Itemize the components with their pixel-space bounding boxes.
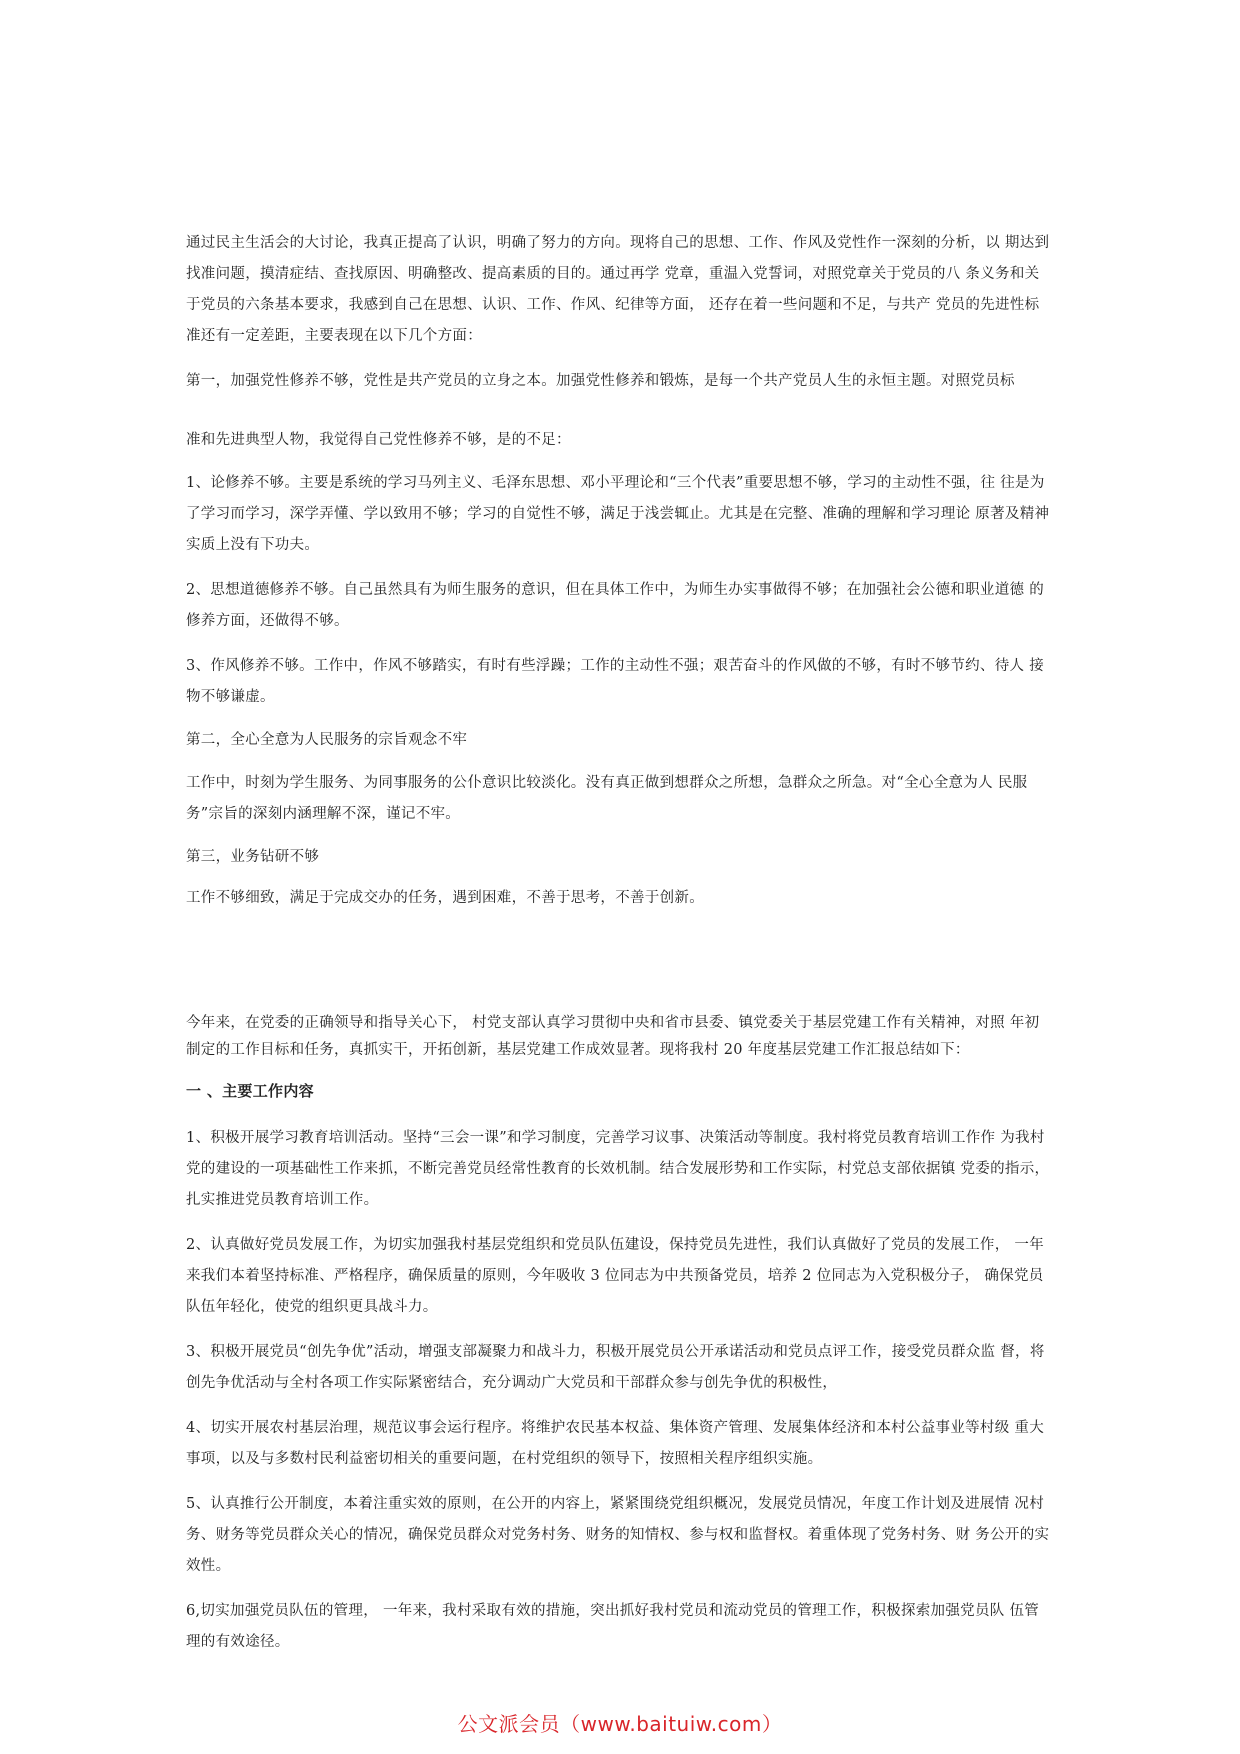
report-item: 1、积极开展学习教育培训活动。坚持“三会一课”和学习制度，完善学习议事、决策活动等制度。我村将党员教育培训工作作 为我村党的建设的一项基础性工作来抓，不断完善党员经常性教育的长效机制。结合发展形势和工作实际，村党总支部依据镇 党委的指示，扎实推进党员教育培训工作。 <box>186 1130 1050 1208</box>
list-item: 3、作风修养不够。工作中，作风不够踏实，有时有些浮躁；工作的主动性不强；艰苦奋斗的作风做的不够，有时不够节约、待人 接物不够谦虚。 <box>186 658 1045 705</box>
point-three-heading: 第三，业务钻研不够 <box>186 849 320 865</box>
report-item: 3、积极开展党员“创先争优”活动，增强支部凝聚力和战斗力，积极开展党员公开承诺活动和党员点评工作，接受党员群众监 督，将创先争优活动与全村各项工作实际紧密结合，充分调动广大党员和干部群众参与创先争优的积极性， <box>186 1344 1045 1391</box>
point-two-body: 工作中，时刻为学生服务、为同事服务的公仆意识比较淡化。没有真正做到想群众之所想，急群众之所急。对“全心全意为人 民服务”宗旨的深刻内涵理解不深，谨记不牢。 <box>186 775 1028 822</box>
report-item: 2、认真做好党员发展工作，为切实加强我村基层党组织和党员队伍建设，保持党员先进性，我们认真做好了党员的发展工作， 一年来我们本着坚持标准、严格程序，确保质量的原则，今年吸收 3 位同志为中共预备党员，培养 2 位同志为入党积极分子， 确保党员队伍年轻化，使党的组织更具战斗力。 <box>186 1237 1045 1315</box>
section-heading: 一 、主要工作内容 <box>186 1082 314 1100</box>
list-item: 1、论修养不够。主要是系统的学习马列主义、毛泽东思想、邓小平理论和“三个代表”重要思想不够，学习的主动性不强，往 往是为了学习而学习，深学弄懂、学以致用不够；学习的自觉性不够，满足于浅尝辄止。尤其是在完整、准确的理解和学习理论 原著及精神实质上没有下功夫。 <box>186 475 1050 553</box>
report-item: 5、认真推行公开制度，本着注重实效的原则，在公开的内容上，紧紧围绕党组织概况，发展党员情况，年度工作计划及进展情 况村务、财务等党员群众关心的情况，确保党员群众对党务村务、财务的知情权、参与权和监督权。着重体现了党务村务、财 务公开的实效性。 <box>186 1496 1050 1574</box>
report-item: 4、切实开展农村基层治理，规范议事会运行程序。将维护农民基本权益、集体资产管理、发展集体经济和本村公益事业等村级 重大事项，以及与多数村民利益密切相关的重要问题，在村党组织的领导下，按照相关程序组织实施。 <box>186 1420 1045 1467</box>
footer-watermark-link[interactable]: 公文派会员（www.baituiw.com） <box>457 1712 783 1736</box>
intro-paragraph: 通过民主生活会的大讨论，我真正提高了认识，明确了努力的方向。现将自己的思想、工作、作风及党性作一深刻的分析，以 期达到找准问题，摸清症结、查找原因、明确整改、提高素质的目的。通过再学 党章，重温入党誓词，对照党章关于党员的八 条义务和关于党员的六条基本要求，我感到自己在思想、认识、工作、作风、纪律等方面， 还存在着一些问题和不足，与共产 党员的先进性标准还有一定差距，主要表现在以下几个方面： <box>186 235 1050 344</box>
point-two-heading: 第二，全心全意为人民服务的宗旨观念不牢 <box>186 732 468 748</box>
point-one-intro: 准和先进典型人物，我觉得自己党性修养不够，是的不足： <box>186 432 571 448</box>
list-item: 2、思想道德修养不够。自己虽然具有为师生服务的意识，但在具体工作中，为师生办实事做得不够；在加强社会公德和职业道德 的修养方面，还做得不够。 <box>186 582 1045 629</box>
report-intro: 今年来，在党委的正确领导和指导关心下， 村党支部认真学习贯彻中央和省市县委、镇党委关于基层党建工作有关精神，对照 年初制定的工作目标和任务，真抓实干，开拓创新，基层党建工作成效显著。现将我村 20 年度基层党建工作汇报总结如下： <box>186 1015 1040 1058</box>
document-body <box>186 228 1050 1672</box>
point-three-body: 工作不够细致，满足于完成交办的任务，遇到困难，不善于思考，不善于创新。 <box>186 890 704 906</box>
point-one-heading: 第一，加强党性修养不够，党性是共产党员的立身之本。加强党性修养和锻炼，是每一个共产党员人生的永恒主题。对照党员标 <box>186 373 1015 389</box>
report-item: 6,切实加强党员队伍的管理， 一年来，我村采取有效的措施，突出抓好我村党员和流动党员的管理工作，积极探索加强党员队 伍管理的有效途径。 <box>186 1603 1040 1650</box>
